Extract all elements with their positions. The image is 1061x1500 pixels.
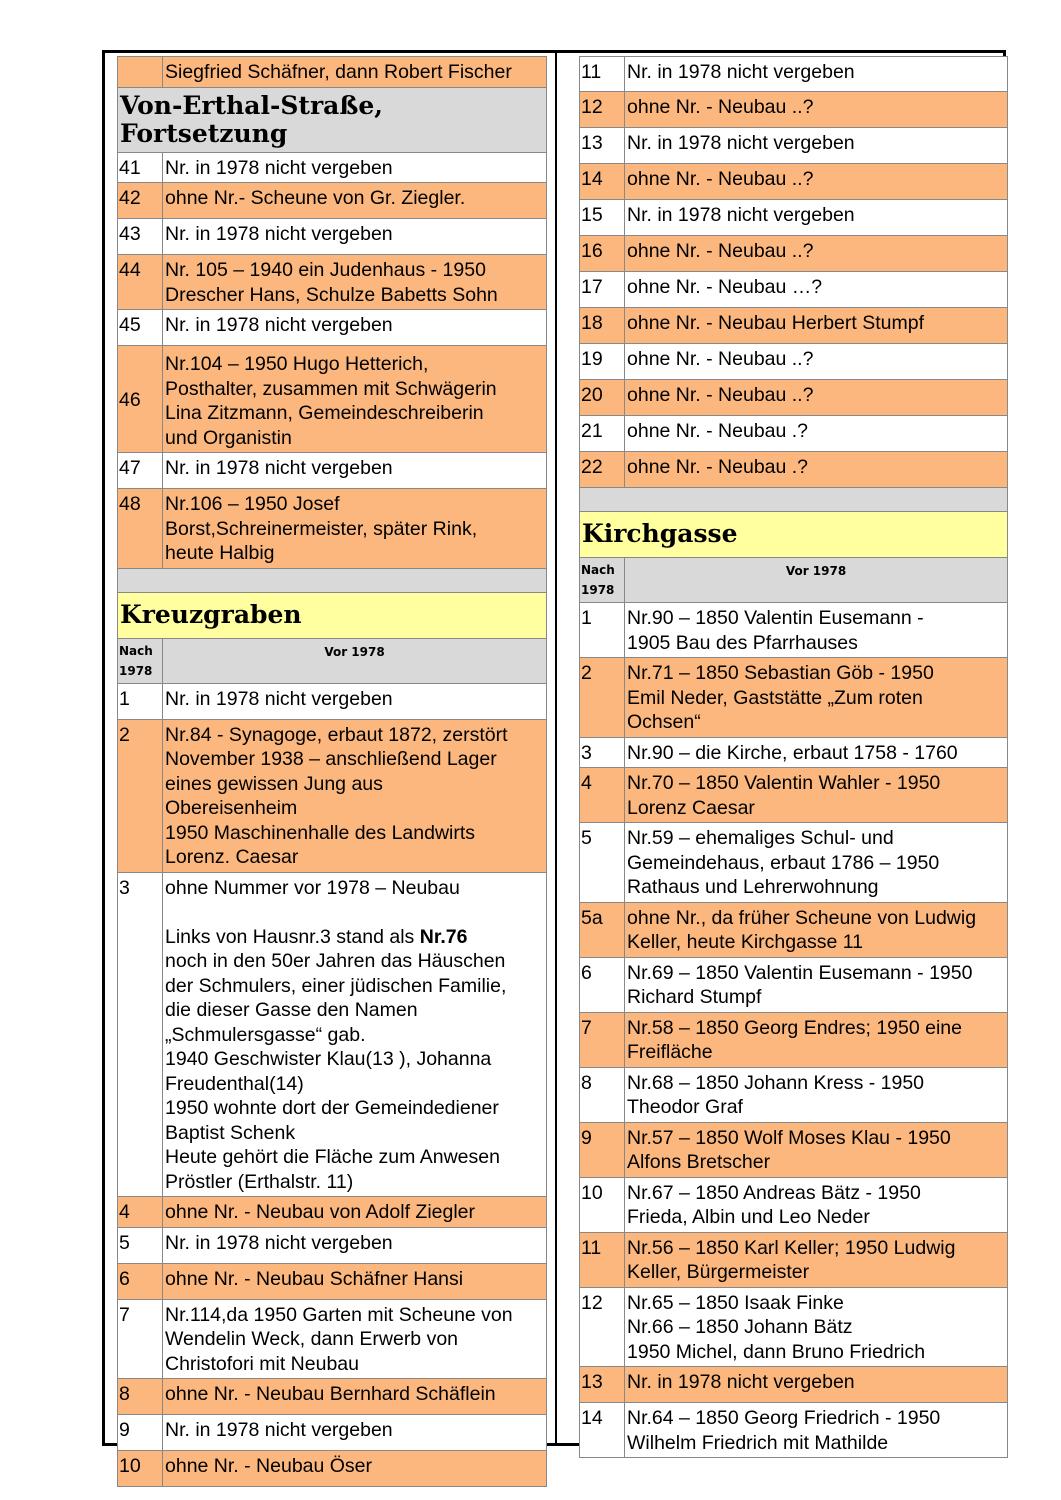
row-number: 12 xyxy=(580,92,625,127)
row-number: 4 xyxy=(118,1197,163,1227)
row-number: 14 xyxy=(580,1403,625,1457)
table-row xyxy=(117,219,547,255)
row-text: Nr. in 1978 nicht vergeben xyxy=(165,314,393,336)
table-row xyxy=(117,1451,547,1487)
row-text: ohne Nr. - Neubau .? xyxy=(627,456,809,478)
row-number: 5 xyxy=(118,1228,163,1263)
table-row xyxy=(579,128,1008,164)
table-row xyxy=(579,823,1008,903)
table-row xyxy=(117,1415,547,1451)
row-text: Nr.71 – 1850 Sebastian Göb - 1950 Emil Neder, Gaststätte „Zum roten Ochsen“ xyxy=(627,662,934,733)
row-number: 3 xyxy=(118,873,163,1197)
row-text-part: ohne Nummer vor 1978 – Neubau Links von Hausnr.3 stand als xyxy=(165,876,460,948)
row-text: ohne Nr. - Neubau von Adolf Ziegler xyxy=(165,1201,476,1223)
column-header xyxy=(117,639,547,684)
table-row xyxy=(579,1403,1008,1458)
spacer-row xyxy=(579,488,1008,512)
row-number: 19 xyxy=(580,344,625,379)
row-number: 22 xyxy=(580,452,625,487)
row-number: 8 xyxy=(118,1379,163,1414)
row-number: 45 xyxy=(118,310,163,345)
row-number: 6 xyxy=(580,958,625,1012)
row-number: 15 xyxy=(580,200,625,235)
row-number: 44 xyxy=(118,255,163,309)
table-row xyxy=(117,346,547,453)
table-row xyxy=(579,308,1008,344)
row-text: Nr. in 1978 nicht vergeben xyxy=(165,1419,393,1441)
table-row xyxy=(117,489,547,569)
row-text xyxy=(163,873,546,1197)
row-number: 42 xyxy=(118,183,163,218)
row-number: 46 xyxy=(118,346,163,452)
row-number: 11 xyxy=(580,57,625,91)
table-row xyxy=(579,380,1008,416)
column-header xyxy=(579,558,1008,603)
row-number: 21 xyxy=(580,416,625,451)
table-row xyxy=(579,164,1008,200)
row-text: Nr. in 1978 nicht vergeben xyxy=(165,687,393,710)
row-text: Nr. in 1978 nicht vergeben xyxy=(165,457,393,479)
row-number: 7 xyxy=(580,1013,625,1067)
table-row xyxy=(117,1300,547,1380)
row-number: 1 xyxy=(118,684,163,719)
table-row xyxy=(579,92,1008,128)
table-row xyxy=(117,310,547,346)
row-text: Nr.84 - Synagoge, erbaut 1872, zerstört November 1938 – anschließend Lager eines gewissen Jung aus Obereisenheim 1950 Maschinenhalle des Landwirts Lorenz. Caesar xyxy=(165,723,508,868)
row-text: Nr.90 – die Kirche, erbaut 1758 - 1760 xyxy=(627,741,958,764)
row-text: ohne Nr. - Neubau Öser xyxy=(165,1455,373,1477)
row-number: 41 xyxy=(118,153,163,183)
right-column xyxy=(579,56,1008,1458)
row-text: ohne Nr.- Scheune von Gr. Ziegler. xyxy=(165,187,466,209)
row-number: 7 xyxy=(118,1300,163,1379)
row-text: ohne Nr. - Neubau ..? xyxy=(627,168,814,190)
row-text: ohne Nr. - Neubau ..? xyxy=(627,348,814,370)
table-row xyxy=(117,1197,547,1228)
column-divider xyxy=(555,53,557,1443)
table-row xyxy=(117,720,547,873)
row-text: Nr.59 – ehemaliges Schul- und Gemeindehaus, erbaut 1786 – 1950 Rathaus und Lehrerwohnung xyxy=(627,827,940,898)
table-row xyxy=(579,1233,1008,1288)
table-row xyxy=(117,1379,547,1415)
row-text: ohne Nr., da früher Scheune von Ludwig Keller, heute Kirchgasse 11 xyxy=(627,906,977,953)
row-text: Nr. in 1978 nicht vergeben xyxy=(165,1231,393,1254)
row-number: 12 xyxy=(580,1288,625,1367)
row-number: 43 xyxy=(118,219,163,254)
table-row xyxy=(117,183,547,219)
column-header-before-1978: Vor 1978 xyxy=(324,644,385,659)
row-text: ohne Nr. - Neubau …? xyxy=(627,276,823,298)
table-row xyxy=(117,873,547,1198)
table-row xyxy=(579,1123,1008,1178)
row-text: ohne Nr. - Neubau Herbert Stumpf xyxy=(627,312,924,334)
row-text: Nr. in 1978 nicht vergeben xyxy=(165,156,393,179)
row-number: 10 xyxy=(580,1178,625,1232)
table-row xyxy=(579,1288,1008,1368)
spacer-row xyxy=(117,569,547,593)
row-text: Nr.56 – 1850 Karl Keller; 1950 Ludwig Keller, Bürgermeister xyxy=(627,1236,956,1283)
row-number: 4 xyxy=(580,768,625,822)
row-text: ohne Nr. - Neubau Schäfner Hansi xyxy=(165,1267,464,1290)
row-text: Nr.58 – 1850 Georg Endres; 1950 eine Freifläche xyxy=(627,1016,962,1063)
table-row xyxy=(117,153,547,184)
row-number: 20 xyxy=(580,380,625,415)
row-number: 18 xyxy=(580,308,625,343)
row-text: ohne Nr. - Neubau ..? xyxy=(627,96,814,118)
table-row xyxy=(579,416,1008,452)
row-text: Nr.90 – 1850 Valentin Eusemann - 1905 Bau des Pfarrhauses xyxy=(627,607,924,654)
table-row xyxy=(579,452,1008,488)
row-text: ohne Nr. - Neubau .? xyxy=(627,420,809,442)
section-title-kirchgasse: Kirchgasse xyxy=(579,512,1008,558)
column-header-before-1978: Vor 1978 xyxy=(785,564,847,578)
table-row xyxy=(117,56,547,88)
row-number: 1 xyxy=(580,603,625,657)
row-text: Nr. in 1978 nicht vergeben xyxy=(627,61,855,83)
row-number: 11 xyxy=(580,1233,625,1287)
table-row xyxy=(117,684,547,720)
section-title-kreuzgraben: Kreuzgraben xyxy=(117,593,547,639)
left-column xyxy=(117,56,547,1487)
row-number: 8 xyxy=(580,1068,625,1122)
row-text: Nr.69 – 1850 Valentin Eusemann - 1950 Richard Stumpf xyxy=(627,961,973,1008)
row-text-part: noch in den 50er Jahren das Häuschen der Schmulers, einer jüdischen Familie, die dieser Gasse den Namen „Schmulersgasse“ gab. 1940 Geschwister Klau(13 ), Johanna Freudenthal(14) 1950 wohnte dort der Gemeindediener Baptist Schenk Heute gehört die Fläche zum Anwesen Pröstler (Erthalstr. 11) xyxy=(165,950,507,1193)
row-text: Nr.68 – 1850 Johann Kress - 1950 Theodor Graf xyxy=(627,1071,925,1118)
row-number: 16 xyxy=(580,236,625,271)
table-row xyxy=(579,200,1008,236)
table-row xyxy=(579,958,1008,1013)
row-number: 17 xyxy=(580,272,625,307)
table-row xyxy=(579,738,1008,769)
row-number: 3 xyxy=(580,738,625,768)
row-text: ohne Nr. - Neubau ..? xyxy=(627,240,814,262)
section-title-von-erthal: Von-Erthal-Straße, Fortsetzung xyxy=(117,88,547,153)
row-number: 5 xyxy=(580,823,625,902)
row-text: Nr. in 1978 nicht vergeben xyxy=(627,132,855,154)
row-text: Nr.106 – 1950 Josef Borst,Schreinermeister, später Rink, heute Halbig xyxy=(165,493,478,564)
table-row xyxy=(579,1068,1008,1123)
column-header-after-1978: Nach 1978 xyxy=(580,558,625,602)
row-number: 48 xyxy=(118,489,163,568)
row-number: 2 xyxy=(580,658,625,737)
row-text: Nr.104 – 1950 Hugo Hetterich, Posthalter, zusammen mit Schwägerin Lina Zitzmann, Gemeindeschreiberin und Organistin xyxy=(165,353,497,449)
row-text: ohne Nr. - Neubau ..? xyxy=(627,384,814,406)
table-row xyxy=(579,658,1008,738)
row-text: Nr. 105 – 1940 ein Judenhaus - 1950 Drescher Hans, Schulze Babetts Sohn xyxy=(165,259,498,306)
table-row xyxy=(117,453,547,489)
table-row xyxy=(579,236,1008,272)
row-text: Nr.57 – 1850 Wolf Moses Klau - 1950 Alfons Bretscher xyxy=(627,1126,951,1173)
row-text: Siegfried Schäfner, dann Robert Fischer xyxy=(165,61,512,83)
table-row xyxy=(117,1264,547,1300)
row-number: 9 xyxy=(118,1415,163,1450)
row-number: 13 xyxy=(580,1367,625,1402)
table-row xyxy=(579,344,1008,380)
house-number-bold: Nr.76 xyxy=(419,925,468,948)
row-text: Nr. in 1978 nicht vergeben xyxy=(627,1371,855,1393)
table-row xyxy=(117,255,547,310)
row-number: 14 xyxy=(580,164,625,199)
table-row xyxy=(579,1178,1008,1233)
table-row xyxy=(579,1367,1008,1403)
row-number xyxy=(118,57,163,87)
row-text: Nr. in 1978 nicht vergeben xyxy=(627,204,855,226)
table-row xyxy=(117,1228,547,1264)
table-row xyxy=(579,603,1008,658)
row-text: Nr.65 – 1850 Isaak Finke Nr.66 – 1850 Johann Bätz 1950 Michel, dann Bruno Friedrich xyxy=(627,1291,926,1363)
row-number: 10 xyxy=(118,1451,163,1486)
row-number: 47 xyxy=(118,453,163,488)
row-number: 6 xyxy=(118,1264,163,1299)
row-text: Nr.70 – 1850 Valentin Wahler - 1950 Lorenz Caesar xyxy=(627,772,941,819)
column-header-after-1978: Nach 1978 xyxy=(118,639,163,683)
table-row xyxy=(579,56,1008,92)
row-text: Nr. in 1978 nicht vergeben xyxy=(165,223,393,245)
table-row xyxy=(579,903,1008,958)
table-row xyxy=(579,768,1008,823)
row-text: ohne Nr. - Neubau Bernhard Schäflein xyxy=(165,1383,496,1405)
row-number: 13 xyxy=(580,128,625,163)
row-number: 5a xyxy=(580,903,625,957)
table-row xyxy=(579,1013,1008,1068)
row-text: Nr.64 – 1850 Georg Friedrich - 1950 Wilhelm Friedrich mit Mathilde xyxy=(627,1407,941,1454)
row-text: Nr.67 – 1850 Andreas Bätz - 1950 Frieda, Albin und Leo Neder xyxy=(627,1181,921,1228)
table-row xyxy=(579,272,1008,308)
row-number: 2 xyxy=(118,720,163,872)
row-number: 9 xyxy=(580,1123,625,1177)
row-text: Nr.114,da 1950 Garten mit Scheune von Wendelin Weck, dann Erwerb von Christofori mit Neubau xyxy=(165,1303,513,1375)
